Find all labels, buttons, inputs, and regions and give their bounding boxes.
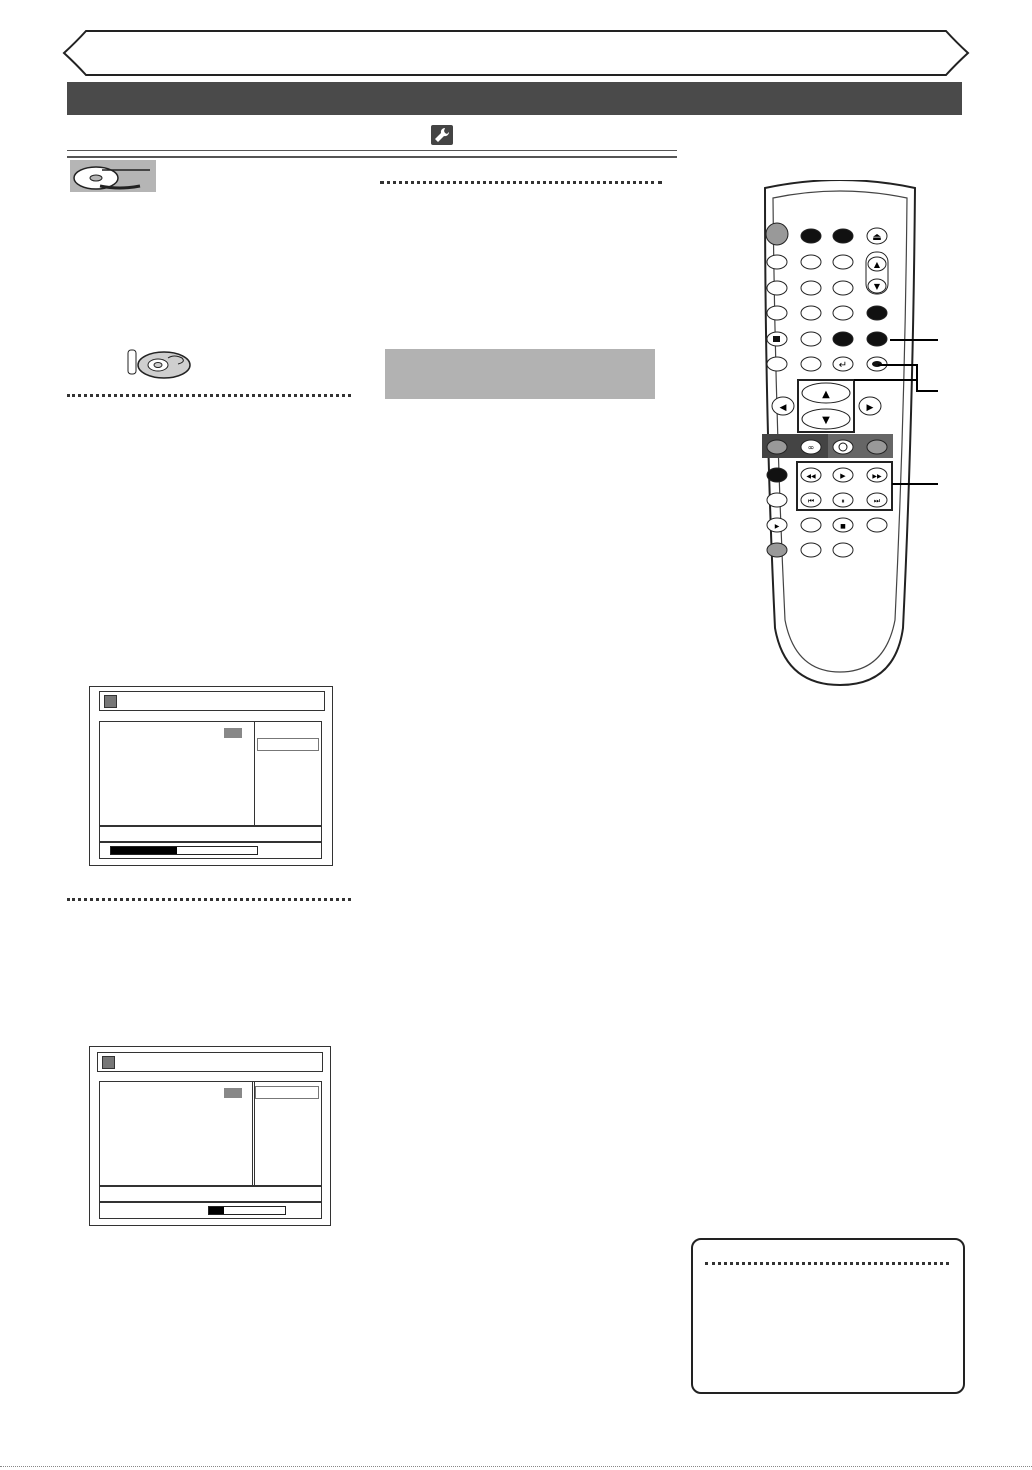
pause-icon: ⏸ bbox=[841, 497, 845, 505]
osd-right-panel bbox=[254, 721, 322, 827]
number-button[interactable] bbox=[801, 281, 821, 295]
callout-line bbox=[854, 379, 918, 381]
wrench-icon bbox=[431, 125, 453, 145]
fast-forward-icon: ▶▶ bbox=[872, 473, 882, 480]
up-arrow-icon: ▲ bbox=[822, 389, 830, 400]
page-bottom-border bbox=[0, 1466, 1032, 1467]
number-button[interactable] bbox=[833, 281, 853, 295]
osd-selected-option bbox=[255, 1086, 319, 1099]
callout-line bbox=[916, 390, 938, 392]
disc-type-badge bbox=[70, 160, 156, 192]
osd-title-bar bbox=[99, 691, 325, 711]
button-dark[interactable] bbox=[833, 229, 853, 243]
mode-button[interactable] bbox=[767, 440, 787, 454]
remote-control bbox=[735, 180, 945, 690]
button-dark[interactable] bbox=[867, 306, 887, 320]
eject-icon: ⏏ bbox=[872, 232, 882, 243]
button-dark[interactable] bbox=[833, 332, 853, 346]
channel-down-icon: ▼ bbox=[873, 282, 881, 291]
button[interactable] bbox=[801, 543, 821, 557]
button-gray[interactable] bbox=[767, 543, 787, 557]
callout-line bbox=[892, 483, 938, 485]
dotted-separator bbox=[67, 898, 351, 901]
section-title-bar bbox=[67, 82, 962, 115]
progress-bar bbox=[110, 846, 258, 855]
number-button[interactable] bbox=[801, 306, 821, 320]
number-button[interactable] bbox=[801, 332, 821, 346]
slow-icon: ▶ bbox=[774, 523, 780, 530]
osd-right-panel bbox=[252, 1081, 322, 1187]
progress-bar bbox=[208, 1206, 286, 1215]
osd-progress-area bbox=[99, 1201, 322, 1219]
tape-icon: ∞ bbox=[807, 443, 815, 452]
setup-button[interactable] bbox=[867, 332, 887, 346]
left-arrow-icon: ◀ bbox=[779, 403, 787, 413]
dotted-separator bbox=[380, 181, 662, 184]
number-button[interactable] bbox=[833, 255, 853, 269]
return-icon: ↵ bbox=[838, 360, 848, 371]
skip-forward-icon: ⏭ bbox=[873, 497, 881, 505]
disc-icon bbox=[102, 1056, 115, 1069]
channel-up-icon: ▲ bbox=[873, 260, 881, 269]
stop-icon: ■ bbox=[840, 523, 846, 530]
number-button[interactable] bbox=[767, 281, 787, 295]
button[interactable] bbox=[767, 357, 787, 371]
button[interactable] bbox=[767, 493, 787, 507]
highlight-box bbox=[385, 349, 655, 399]
skip-back-icon: ⏮ bbox=[807, 497, 815, 505]
button-dark[interactable] bbox=[801, 229, 821, 243]
disc-hand-icon bbox=[120, 348, 192, 380]
mode-button[interactable] bbox=[867, 440, 887, 454]
button[interactable] bbox=[867, 518, 887, 532]
dotted-separator bbox=[705, 1262, 949, 1265]
disc-icon bbox=[104, 695, 117, 708]
callout-line bbox=[878, 364, 916, 366]
note-box bbox=[691, 1238, 965, 1394]
button[interactable] bbox=[801, 518, 821, 532]
down-arrow-icon: ▼ bbox=[822, 415, 830, 426]
osd-badge bbox=[224, 728, 242, 738]
number-button[interactable] bbox=[833, 306, 853, 320]
record-button[interactable] bbox=[767, 468, 787, 482]
progress-fill bbox=[209, 1207, 224, 1214]
osd-selected-option bbox=[257, 738, 319, 751]
callout-line bbox=[916, 364, 918, 392]
section-divider bbox=[67, 150, 677, 158]
osd-screen-2 bbox=[89, 1046, 331, 1226]
stop-icon bbox=[773, 336, 780, 342]
number-button[interactable] bbox=[767, 255, 787, 269]
dotted-separator bbox=[67, 394, 351, 397]
osd-progress-area bbox=[99, 841, 322, 859]
disc-icon bbox=[70, 160, 156, 192]
osd-title-bar bbox=[97, 1052, 323, 1072]
osd-left-panel bbox=[99, 1081, 255, 1187]
callout-line bbox=[890, 339, 938, 341]
osd-badge bbox=[224, 1088, 242, 1098]
power-button[interactable] bbox=[766, 223, 788, 245]
button[interactable] bbox=[833, 543, 853, 557]
number-button[interactable] bbox=[801, 255, 821, 269]
progress-fill bbox=[111, 847, 177, 854]
button[interactable] bbox=[801, 357, 821, 371]
right-arrow-icon: ▶ bbox=[866, 403, 874, 413]
header-banner bbox=[62, 30, 970, 76]
rewind-icon: ◀◀ bbox=[806, 473, 816, 480]
dvd-button[interactable] bbox=[833, 440, 853, 454]
osd-left-panel bbox=[99, 721, 255, 827]
number-button[interactable] bbox=[767, 306, 787, 320]
osd-screen-1 bbox=[89, 686, 333, 866]
play-icon: ▶ bbox=[840, 472, 846, 480]
